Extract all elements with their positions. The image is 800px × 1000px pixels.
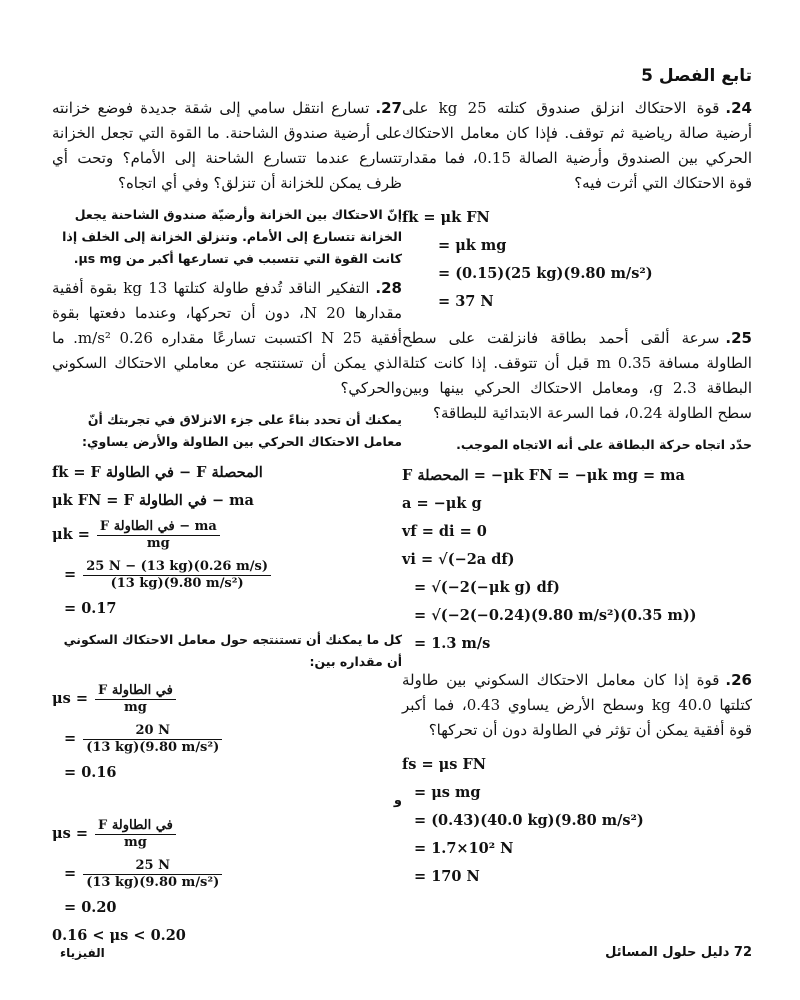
denominator: (13 kg)(9.80 m/s²) [86, 874, 220, 890]
solution-28-equations [52, 459, 402, 623]
equation: = 1.7×10² N [414, 840, 514, 857]
equation: fk = μk FN [402, 209, 490, 226]
equation-range: 0.16 < μs < 0.20 [52, 927, 186, 944]
solution-24-equations [402, 204, 752, 316]
solution-25-equations [402, 462, 752, 658]
right-column [402, 96, 752, 891]
equation: = √(−2(−0.24)(9.80 m/s²)(0.35 m)) [414, 607, 697, 624]
denominator: (13 kg)(9.80 m/s²) [110, 575, 244, 591]
equation: = $\frac{25 N}{\text{(13 kg)(9.80 m/s²)}}$ [52, 854, 402, 894]
problem-24 [402, 96, 752, 196]
numerator: F في الطاولة [95, 683, 176, 700]
problem-26 [402, 668, 752, 743]
fraction [95, 818, 176, 851]
denominator: mg [123, 699, 147, 715]
equation: = 0.16 [64, 764, 117, 781]
equation: F المحصلة = −μk FN = −μk mg = ma [402, 467, 685, 484]
equation: μk FN = F في الطاولة − ma [52, 492, 254, 509]
equation [52, 515, 402, 555]
problem-25 [402, 326, 752, 426]
equation: vi = √(−2a df) [402, 551, 515, 568]
problem-27 [52, 96, 402, 196]
equation: = (0.43)(40.0 kg)(9.80 m/s²) [414, 812, 644, 829]
equation: = 37 N [438, 293, 494, 310]
solution-27: إنّ الاحتكاك بين الخزانة وأرضيّة صندوق الشاحنة يجعل الخزانة تتسارع إلى الأمام. وتنزلق الخزانة إلى الخلف إذا كانت القوة التي تتسبب في تسارعها أكبر من μs mg. [62, 207, 402, 266]
solution-28-note: يمكنك أن تحدد بناءً على جزء الانزلاق في تجربتك أنّ معامل الاحتكاك الحركي بين الطاولة والأرض يساوي: [82, 412, 402, 449]
fraction [83, 559, 271, 592]
fraction [83, 723, 222, 756]
equation [52, 814, 402, 854]
problem-text: تسارع انتقل سامي إلى شقة جديدة فوضع خزانته على أرضية صندوق الشاحنة. ما القوة التي تجعل الخزانة تتسارع عندما تتسارع الشاحنة إلى الأمام؟ وتحت أي ظرف يمكن للخزانة أن تنزلق؟ وفي أي اتجاه؟ [52, 99, 402, 192]
equation-lhs: μs = [52, 825, 88, 842]
left-column [52, 96, 402, 950]
equation: = 0.17 [64, 600, 117, 617]
solution-28-note-2: كل ما يمكنك أن تستنتجه حول معامل الاحتكاك السكوني أن مقداره بين: [63, 632, 402, 669]
problem-number: 25. [725, 329, 752, 347]
equation: = $\frac{20 N}{\text{(13 kg)(9.80 m/s²)}}$ [52, 719, 402, 759]
equation: = 1.3 m/s [414, 635, 491, 652]
equation: a = −μk g [402, 495, 482, 512]
chapter-header: تابع الفصل 5 [641, 66, 752, 86]
numerator: F في الطاولة [95, 818, 176, 835]
numerator: 25 N [83, 858, 222, 875]
problem-text: سرعة ألقى أحمد بطاقة فانزلقت على سطح الطاولة مسافة 0.35 m قبل أن تتوقف. إذا كانت كتلة البطاقة 2.3 g، ومعامل الاحتكاك الحركي بينها وبين سطح الطاولة 0.24، فما السرعة الابتدائية للبطاقة؟ [402, 329, 752, 422]
equation: vf = di = 0 [402, 523, 487, 540]
problem-number: 27. [375, 99, 402, 117]
numerator: 20 N [83, 723, 222, 740]
solution-26-equations [402, 751, 752, 891]
numerator: F في الطاولة − ma [97, 519, 220, 536]
equation: fk = F في الطاولة − F المحصلة [52, 464, 263, 481]
problem-28 [52, 276, 402, 401]
numerator: 25 N − (13 kg)(0.26 m/s) [83, 559, 271, 576]
problem-text: قوة الاحتكاك انزلق صندوق كتلته 25 kg على أرضية صالة رياضية ثم توقف. فإذا كان معامل الاحتكاك الحركي بين الصندوق وأرضية الصالة 0.15، فما مقدار قوة الاحتكاك التي أثرت فيه؟ [402, 99, 752, 192]
equation: = 0.20 [64, 899, 117, 916]
denominator: mg [123, 834, 147, 850]
equation: = μk mg [438, 237, 507, 254]
and-connector: و [393, 793, 402, 808]
equation-lhs: μk = [52, 526, 90, 543]
problem-text: التفكير الناقد تُدفع طاولة كتلتها 13 kg بقوة أفقية مقدارها 20 N، دون أن تحركها، وعندما دفعتها بقوة أفقية 25 N اكتسبت تسارعًا مقداره 0.26 m/s². ما الذي يمكن أن تستنتجه عن معاملي الاحتكاك السكوني والحركي؟ [52, 279, 402, 397]
equation-lhs: μs = [52, 690, 88, 707]
problem-number: 28. [375, 279, 402, 297]
problem-text: قوة إذا كان معامل الاحتكاك السكوني بين طاولة كتلتها 40.0 kg وسطح الأرض يساوي 0.43، فما أكبر قوة أفقية يمكن أن تؤثر في الطاولة دون أن تحركها؟ [402, 671, 752, 739]
fraction [97, 519, 220, 552]
fraction [83, 858, 222, 891]
equation: = 170 N [414, 868, 480, 885]
solution-25-note: حدّد اتجاه حركة البطاقة على أنه الاتجاه الموجب. [456, 437, 752, 452]
equation: = μs mg [414, 784, 481, 801]
denominator: (13 kg)(9.80 m/s²) [86, 739, 220, 755]
equation: = (0.15)(25 kg)(9.80 m/s²) [438, 265, 653, 282]
footer-page-label: 72 دليل حلول المسائل [605, 945, 752, 960]
equation: = $\frac{25 N - (13 kg)(0.26 m/s)}{\text{(13 kg)(9.80 m/s²)}}$ [52, 555, 402, 595]
equation: fs = μs FN [402, 756, 487, 773]
problem-number: 24. [725, 99, 752, 117]
fraction [95, 683, 176, 716]
denominator: mg [146, 535, 170, 551]
solution-28-static-equations [52, 679, 402, 787]
problem-number: 26. [725, 671, 752, 689]
equation [52, 679, 402, 719]
footer-subject: الفيزياء [60, 946, 105, 960]
solution-28-static-equations-2 [52, 814, 402, 950]
equation: = √(−2(−μk g) df) [414, 579, 560, 596]
